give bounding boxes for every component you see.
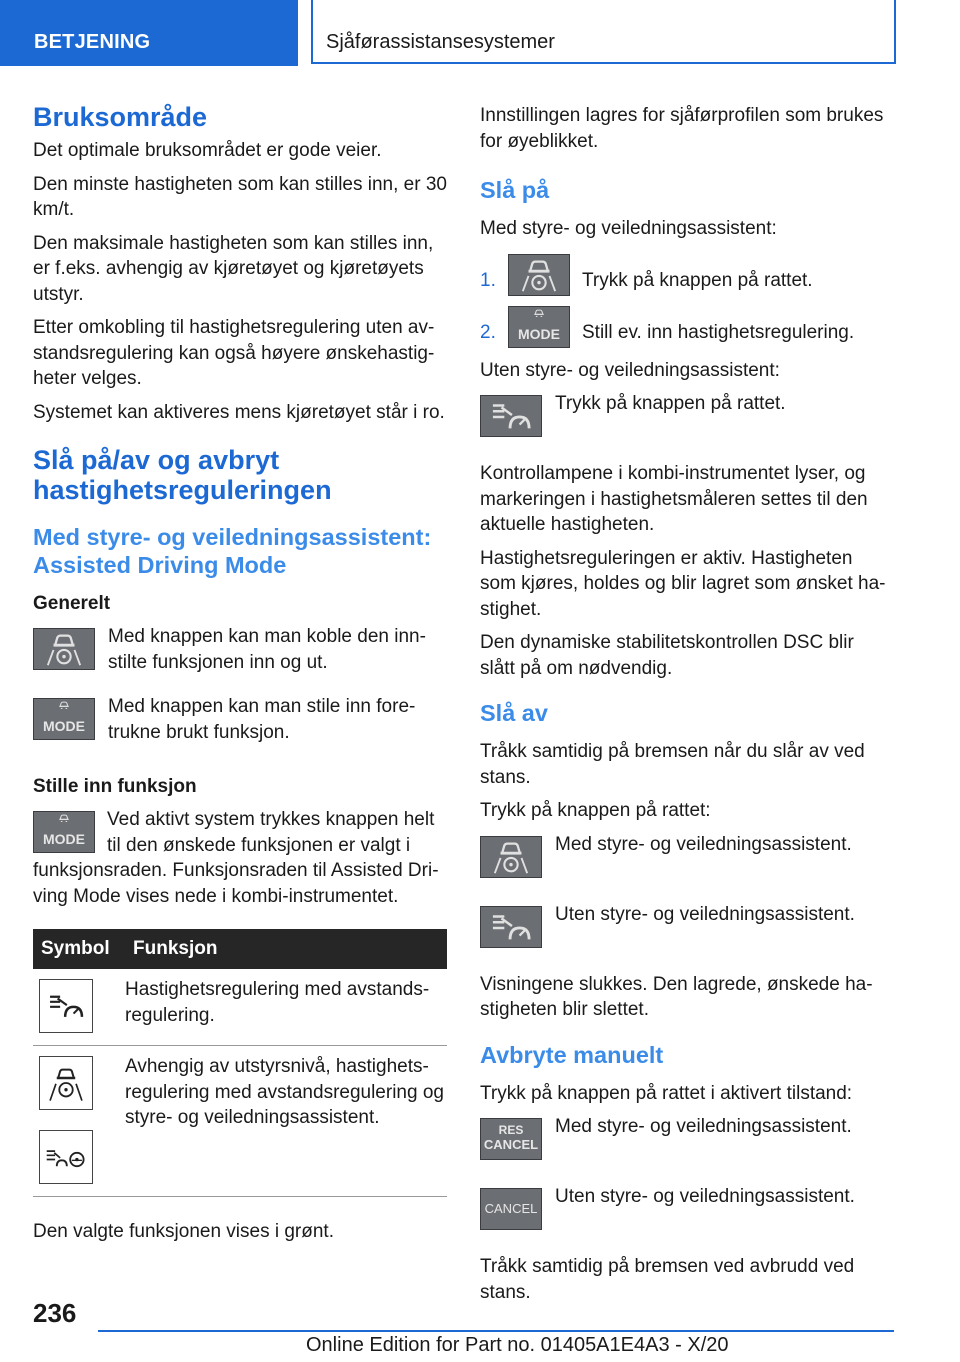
page-header bbox=[0, 0, 960, 66]
heading-stille-inn: Stille inn funksjon bbox=[33, 776, 197, 797]
paragraph: Trykk på knappen på rattet. bbox=[555, 393, 786, 414]
cancel-label: CANCEL bbox=[484, 1201, 538, 1216]
step-number: 1. bbox=[480, 269, 496, 291]
step-text: Still ev. inn hastighetsregulering. bbox=[582, 321, 855, 343]
paragraph: Den maksimale hastigheten som kan stilles inn, er f.eks. avhengig av kjøretøyet og kjøretøyets utstyr. bbox=[33, 232, 434, 305]
paragraph: Ved aktivt system trykkes knappen helt til den ønskede funksjonen er valgt i funksjonsraden. Funksjonsraden til Assisted Driving Mode vises nede i kombi-instrumentet. bbox=[33, 809, 439, 907]
paragraph: Uten styre- og veiledningsassistent. bbox=[555, 1186, 855, 1207]
cruise-button-icon bbox=[480, 906, 542, 948]
cancel-button-icon bbox=[480, 1188, 542, 1230]
cruise-steering-symbol-icon bbox=[39, 1130, 93, 1184]
heading-slaa-paa-av: Slå på/av og avbryt hastighetsreguleringen bbox=[33, 445, 332, 505]
paragraph: Trykk på knappen på rattet: bbox=[480, 800, 711, 821]
paragraph: Kontrollampene i kombi-instrumentet lyser, og markeringen i hastighetsmåleren settes til den aktuelle hastigheten. bbox=[480, 463, 868, 535]
heading-bruksomraade: Bruksområde bbox=[33, 102, 208, 132]
mode-button-icon bbox=[508, 306, 570, 348]
left-column bbox=[33, 100, 447, 1253]
footer-divider bbox=[98, 1330, 894, 1332]
res-cancel-button-icon bbox=[480, 1118, 542, 1160]
mode-button-description bbox=[33, 694, 447, 750]
step-1 bbox=[480, 254, 890, 302]
assist-button-description bbox=[33, 624, 447, 680]
paragraph: Den dynamiske stabilitetskontrollen DSC blir slått på om nødvendig. bbox=[480, 632, 854, 679]
paragraph: Uten styre- og veiledningsassistent. bbox=[555, 903, 855, 925]
step-text: Trykk på knappen på rattet. bbox=[582, 269, 813, 291]
mode-button-icon bbox=[33, 698, 95, 740]
table-cell: Hastighetsregulering med avstandsregulering. bbox=[125, 969, 447, 1046]
assist-button-icon bbox=[508, 254, 570, 296]
table-row bbox=[33, 969, 447, 1046]
assist-off-description bbox=[480, 832, 890, 888]
heading-med-styre: Med styre- og veiledningsassistent: Assisted Driving Mode bbox=[33, 524, 432, 578]
paragraph: Med knappen kan man koble den innstilte funksjonen inn og ut. bbox=[108, 626, 426, 673]
paragraph: Tråkk samtidig på bremsen når du slår av ved stans. bbox=[480, 741, 865, 788]
res-label: RES bbox=[498, 1123, 524, 1137]
paragraph: Tråkk samtidig på bremsen ved avbrudd ved stans. bbox=[480, 1256, 855, 1303]
heading-avbryte-manuelt: Avbryte manuelt bbox=[480, 1041, 664, 1068]
mode-set-description bbox=[33, 807, 447, 909]
paragraph: Det optimale bruksområdet er gode veier. bbox=[33, 140, 382, 161]
heading-generelt: Generelt bbox=[33, 593, 111, 614]
table-cell: Avhengig av utstyrsnivå, hastighetsregulering med avstandsregulering og styre- og veiledningsassistent. bbox=[125, 1046, 447, 1197]
mode-label: MODE bbox=[43, 831, 85, 847]
heading-slaa-av: Slå av bbox=[480, 700, 548, 726]
footer-edition: Online Edition for Part no. 01405A1E4A3 - X/20 bbox=[306, 1334, 729, 1356]
paragraph: Med styre- og veiledningsassistent. bbox=[555, 833, 852, 855]
paragraph: Innstillingen lagres for sjåførprofilen som brukes for øyeblikket. bbox=[480, 105, 884, 152]
mode-label: MODE bbox=[518, 325, 560, 342]
paragraph: Trykk på knappen på rattet i aktivert tilstand: bbox=[480, 1082, 853, 1104]
paragraph: Uten styre- og veiledningsassistent: bbox=[480, 359, 780, 381]
paragraph: Med styre- og veiledningsassistent: bbox=[480, 218, 777, 239]
mode-button-icon bbox=[33, 811, 95, 853]
chapter-title: Sjåførassistansesystemer bbox=[311, 0, 896, 64]
page-number: 236 bbox=[33, 1298, 77, 1328]
table-header-funksjon: Funksjon bbox=[125, 929, 447, 969]
cancel-description bbox=[480, 1184, 890, 1240]
paragraph: Den minste hastigheten som kan stilles inn, er 30 km/t. bbox=[33, 173, 447, 220]
section-tab: BETJENING bbox=[0, 0, 298, 66]
paragraph: Visningene slukkes. Den lagrede, ønskede hastigheten blir slettet. bbox=[480, 973, 873, 1020]
paragraph: Den valgte funksjonen vises i grønt. bbox=[33, 1221, 334, 1242]
cruise-off-description bbox=[480, 902, 890, 958]
paragraph: Hastighetsreguleringen er aktiv. Hastigheten som kjøres, holdes og blir lagret som ønsket hastighet. bbox=[480, 547, 886, 620]
paragraph: Etter omkobling til hastighetsregulering uten avstandsregulering kan også høyere ønskehastigheter velges. bbox=[33, 317, 435, 389]
right-column bbox=[480, 103, 890, 1313]
cruise-distance-symbol-icon bbox=[39, 979, 93, 1033]
table-header-symbol: Symbol bbox=[33, 929, 125, 969]
cruise-button-description bbox=[480, 391, 890, 447]
step-number: 2. bbox=[480, 321, 496, 343]
cruise-button-icon bbox=[480, 395, 542, 437]
heading-slaa-paa: Slå på bbox=[480, 177, 550, 203]
paragraph: Systemet kan aktiveres mens kjøretøyet står i ro. bbox=[33, 401, 445, 423]
assist-symbol-icon bbox=[39, 1056, 93, 1110]
res-cancel-description bbox=[480, 1114, 890, 1170]
step-2 bbox=[480, 306, 890, 354]
function-table bbox=[33, 929, 447, 1197]
table-row bbox=[33, 1046, 447, 1197]
paragraph: Med knappen kan man stile inn foretrukne brukt funksjon. bbox=[108, 696, 416, 743]
cancel-label: CANCEL bbox=[483, 1137, 539, 1152]
mode-label: MODE bbox=[43, 718, 85, 734]
paragraph: Med styre- og veiledningsassistent. bbox=[555, 1116, 852, 1137]
assist-button-icon bbox=[480, 836, 542, 878]
assist-button-icon bbox=[33, 628, 95, 670]
